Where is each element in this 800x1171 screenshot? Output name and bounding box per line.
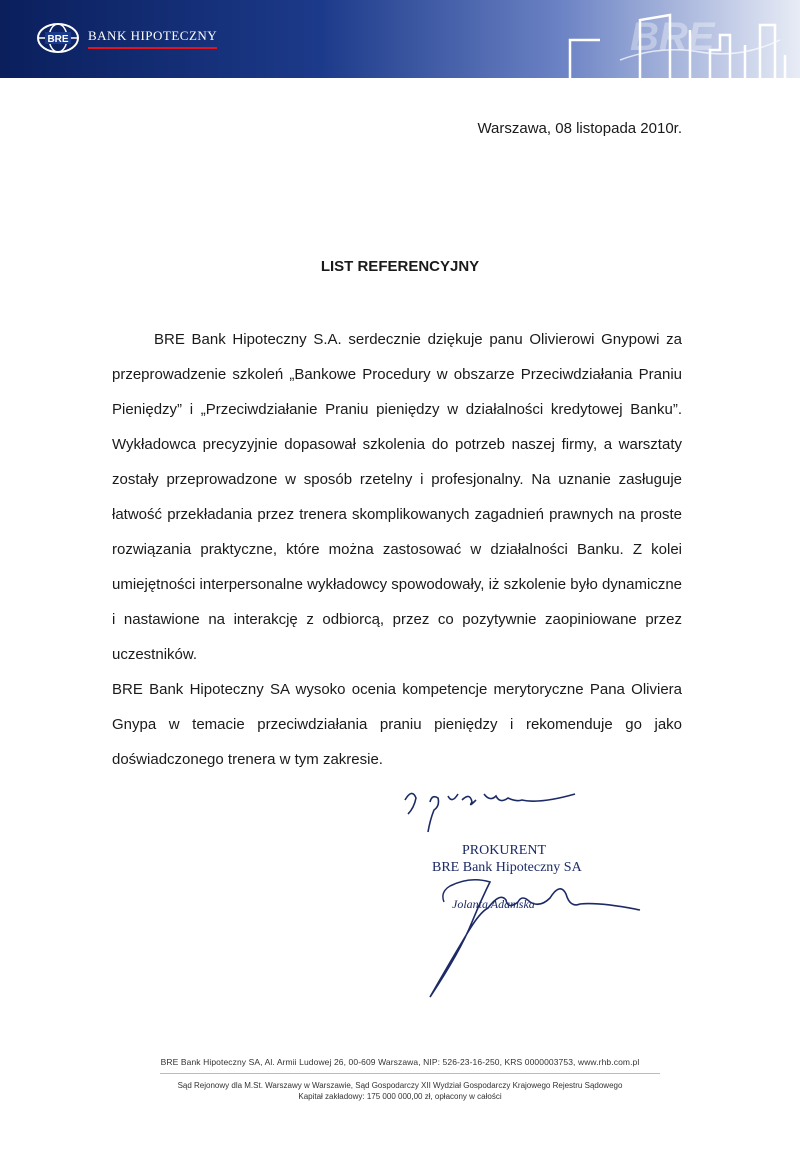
bank-name: BANK HIPOTECZNY [88, 28, 217, 49]
handwritten-signature [410, 872, 650, 1002]
bank-logo [36, 22, 217, 54]
svg-text:BRE: BRE [630, 15, 715, 59]
skyline-graphic [560, 0, 800, 78]
signatory-company: BRE Bank Hipoteczny SA [432, 860, 582, 875]
signature-block [432, 842, 582, 876]
signatory-name: Jolanta Adamska [452, 897, 535, 911]
footer-capital: Kapitał zakładowy: 175 000 000,00 zł, opłacony w całości [298, 1092, 502, 1101]
body-paragraph-1: BRE Bank Hipoteczny S.A. serdecznie dziękuje panu Olivierowi Gnypowi za przeprowadzenie szkoleń „Bankowe Procedury w obszarze Przeciwdziałania Praniu Pieniędzy” i „Przeciwdziałanie Praniu pieniędzy w działalności kredytowej Banku”. Wykładowca precyzyjnie dopasował szkolenia do potrzeb naszej firmy, a warsztaty zostały przeprowadzone w sposób rzetelny i profesjonalny. Na uznanie zasługuje łatwość przekładania przez trenera skomplikowanych zagadnień prawnych na proste rozwiązania praktyczne, które można zastosować w działalności Banku. Z kolei umiejętności interpersonalne wykładowcy spowodowały, iż szkolenie było dynamiczne i nastawione na interakcję z odbiorcą, przez co pozytywnie zaopiniowane przez uczestników. [112, 331, 682, 663]
letter-date: Warszawa, 08 listopada 2010r. [477, 120, 682, 137]
body-paragraph-2: BRE Bank Hipoteczny SA wysoko ocenia kompetencje merytoryczne Pana Oliviera Gnypa w temacie przeciwdziałania praniu pieniędzy i rekomenduje go jako doświadczonego trenera w tym zakresie. [112, 681, 682, 768]
handwritten-note [400, 780, 590, 840]
footer-divider [160, 1073, 660, 1074]
bre-logo-icon [36, 22, 80, 54]
signatory-title: PROKURENT [462, 843, 547, 858]
logo-text: BRE [47, 34, 69, 45]
letterhead-banner [0, 0, 800, 78]
footer-address: BRE Bank Hipoteczny SA, Al. Armii Ludowej 26, 00-609 Warszawa, NIP: 526-23-16-250, KRS 0000003753, www.rhb.com.pl [160, 1057, 640, 1067]
document-title: LIST REFERENCYJNY [320, 258, 480, 275]
footer-court: Sąd Rejonowy dla M.St. Warszawy w Warszawie, Sąd Gospodarczy XII Wydział Gospodarczy Krajowego Rejestru Sądowego [177, 1081, 623, 1090]
